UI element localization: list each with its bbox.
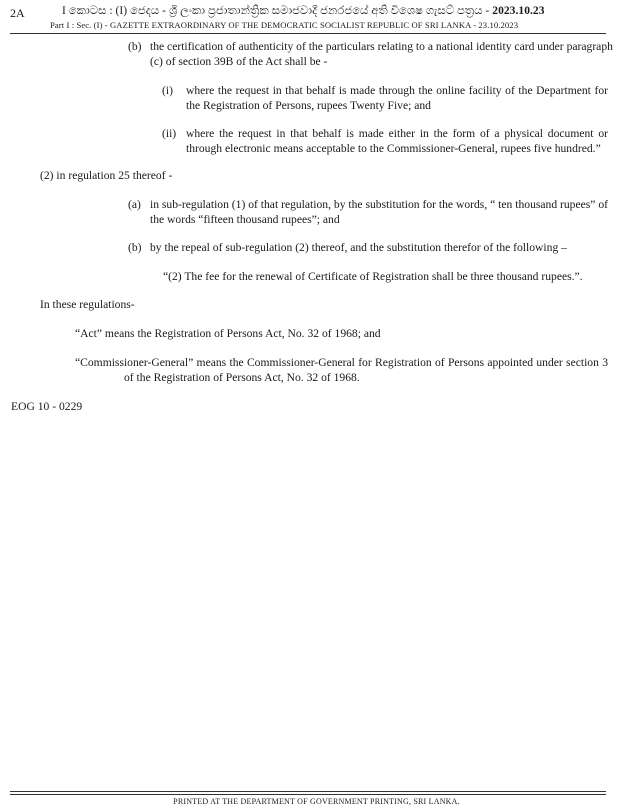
item-b-line2: (c) of section 39B of the Act shall be - [150,55,328,68]
item-b-label: (b) [128,40,142,53]
footer-rule-bottom [10,794,606,795]
gazette-header-sinhala [62,5,545,18]
printer-footer: PRINTED AT THE DEPARTMENT OF GOVERNMENT PRINTING, SRI LANKA. [173,797,460,806]
header-rule [10,33,606,34]
item-a-text: in sub-regulation (1) of that regulation, by the substitution for the words, “ ten thousand rupees” of the words “fifteen thousand rupees”; and [150,198,608,226]
header-sinhala-date: 2023.10.23 [492,5,545,17]
footer-rule-top [10,791,606,792]
reference-code: EOG 10 - 0229 [11,400,83,413]
item-a-label: (a) [128,198,141,211]
subitem-ii-label: (ii) [162,127,177,140]
header-sinhala-title: I කොටස : (I) ජෙදය - ශ්‍රී ලංකා ප්‍රජාතාන්ත්‍රික සමාජවාදී ජනරජයේ අති විශෙෂ ගැසට් පත්‍රය - [62,5,490,17]
subitem-ii-text: where the request in that behalf is made either in the form of a physical document or through electronic means acceptable to the Commissioner-General, rupees five hundred.” [186,127,608,155]
definitions-heading: In these regulations- [40,298,135,311]
item-b-line1: the certification of authenticity of the particulars relating to a national identity card under paragraph [150,40,613,53]
gazette-header-english: Part I : Sec. (I) - GAZETTE EXTRAORDINARY OF THE DEMOCRATIC SOCIALIST REPUBLIC OF SRI LANKA - 23.10.2023 [50,20,519,30]
subitem-i-label: (i) [162,84,173,97]
act-definition: “Act” means the Registration of Persons Act, No. 32 of 1968; and [75,327,381,340]
item-b2-label: (b) [128,241,142,254]
item-b2-text: by the repeal of sub-regulation (2) thereof, and the substitution therefor of the following – [150,241,567,254]
replacement-quote: “(2) The fee for the renewal of Certificate of Registration shall be three thousand rupees.”. [163,270,583,283]
regulation-25-heading: (2) in regulation 25 thereof - [40,169,173,182]
commissioner-general-definition: “Commissioner-General” means the Commissioner-General for Registration of Persons appointed under section 3 of the Registration of Persons Act, No. 32 of 1968. [75,356,608,384]
subitem-i-text: where the request in that behalf is made through the online facility of the Department for the Registration of Persons, rupees Twenty Five; and [186,84,608,112]
page-number: 2A [10,6,25,20]
